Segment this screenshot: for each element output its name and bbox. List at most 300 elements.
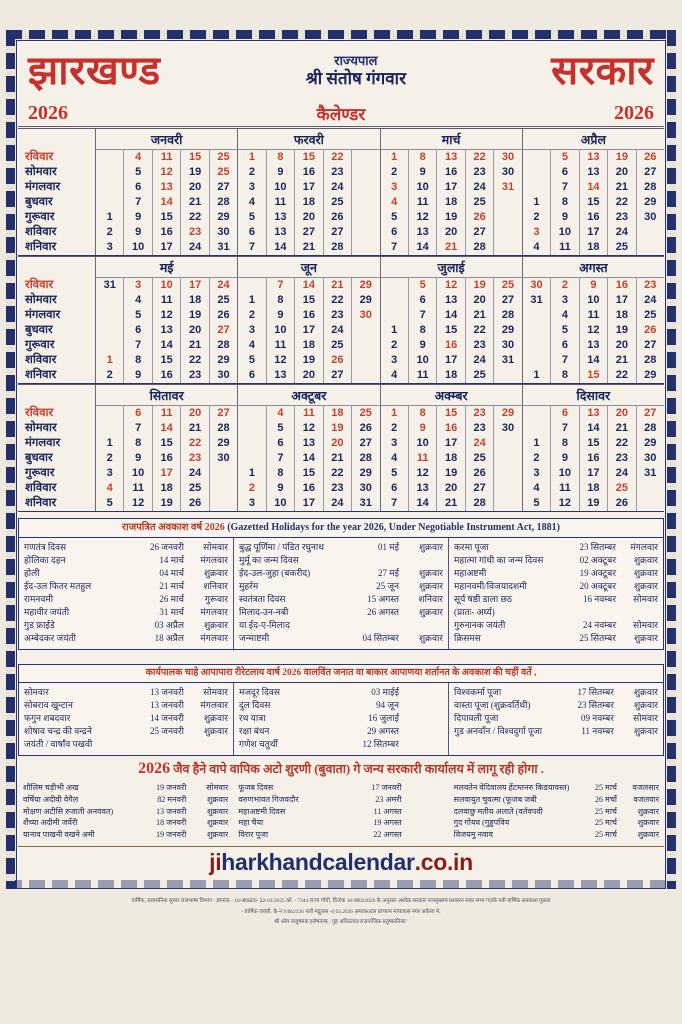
- date-cell[interactable]: 23: [188, 452, 202, 464]
- date-cell[interactable]: 6: [561, 407, 568, 419]
- date-cell[interactable]: 15: [160, 354, 173, 366]
- date-cell[interactable]: 30: [644, 211, 657, 223]
- date-cell[interactable]: 11: [303, 407, 315, 419]
- date-cell[interactable]: 23: [473, 407, 486, 419]
- date-cell[interactable]: 20: [331, 437, 344, 449]
- date-cell[interactable]: 9: [590, 279, 597, 291]
- date-cell[interactable]: 13: [587, 151, 600, 163]
- date-cell[interactable]: 18: [587, 482, 600, 494]
- date-cell[interactable]: 6: [135, 407, 142, 419]
- date-cell[interactable]: 29: [644, 369, 657, 381]
- date-cell[interactable]: 9: [135, 452, 142, 464]
- date-cell[interactable]: 25: [331, 339, 344, 351]
- date-cell[interactable]: 1: [248, 467, 256, 479]
- date-cell[interactable]: 5: [248, 211, 256, 223]
- date-cell[interactable]: 16: [445, 422, 458, 434]
- date-cell[interactable]: 18: [302, 196, 315, 208]
- date-cell[interactable]: 13: [587, 339, 600, 351]
- date-cell[interactable]: 18: [445, 369, 458, 381]
- date-cell[interactable]: 28: [644, 181, 657, 193]
- date-cell[interactable]: 18: [160, 482, 173, 494]
- date-cell[interactable]: 17: [188, 279, 202, 291]
- date-cell[interactable]: 5: [533, 497, 540, 509]
- date-cell[interactable]: 28: [501, 309, 515, 321]
- date-cell[interactable]: 21: [473, 309, 486, 321]
- date-cell[interactable]: 12: [132, 497, 145, 509]
- date-cell[interactable]: 12: [160, 166, 173, 178]
- date-cell[interactable]: 15: [302, 294, 315, 306]
- date-cell[interactable]: 4: [135, 294, 142, 306]
- date-cell[interactable]: 28: [473, 241, 486, 253]
- date-cell[interactable]: 14: [160, 196, 173, 208]
- date-cell[interactable]: 26: [217, 309, 230, 321]
- date-cell[interactable]: 22: [615, 369, 628, 381]
- date-cell[interactable]: 11: [132, 482, 144, 494]
- date-cell[interactable]: 6: [391, 226, 398, 238]
- date-cell[interactable]: 27: [644, 166, 657, 178]
- date-cell[interactable]: 31: [359, 497, 372, 509]
- date-cell[interactable]: 10: [274, 324, 287, 336]
- date-cell[interactable]: 15: [587, 196, 600, 208]
- date-cell[interactable]: 9: [561, 452, 568, 464]
- date-cell[interactable]: 28: [644, 354, 657, 366]
- date-cell[interactable]: 27: [644, 339, 657, 351]
- date-cell[interactable]: 17: [445, 437, 458, 449]
- date-cell[interactable]: 1: [391, 151, 398, 163]
- date-cell[interactable]: 15: [445, 407, 458, 419]
- date-cell[interactable]: 13: [160, 324, 173, 336]
- date-cell[interactable]: 7: [391, 497, 398, 509]
- date-cell[interactable]: 13: [587, 407, 600, 419]
- date-cell[interactable]: 14: [587, 354, 600, 366]
- date-cell[interactable]: 20: [188, 181, 202, 193]
- date-cell[interactable]: 13: [445, 151, 458, 163]
- date-cell[interactable]: 2: [561, 279, 568, 291]
- date-cell[interactable]: 27: [217, 181, 230, 193]
- date-cell[interactable]: 2: [533, 211, 540, 223]
- date-cell[interactable]: 6: [561, 339, 568, 351]
- date-cell[interactable]: 3: [106, 241, 113, 253]
- date-cell[interactable]: 27: [217, 407, 230, 419]
- date-cell[interactable]: 9: [277, 166, 284, 178]
- date-cell[interactable]: 26: [331, 211, 344, 223]
- date-cell[interactable]: 2: [248, 166, 256, 178]
- date-cell[interactable]: 30: [530, 279, 543, 291]
- date-cell[interactable]: 29: [644, 437, 657, 449]
- date-cell[interactable]: 17: [615, 294, 628, 306]
- date-cell[interactable]: 17: [302, 497, 315, 509]
- date-cell[interactable]: 15: [445, 324, 458, 336]
- date-cell[interactable]: 31: [530, 294, 543, 306]
- date-cell[interactable]: 22: [331, 467, 344, 479]
- date-cell[interactable]: 27: [302, 226, 315, 238]
- date-cell[interactable]: 14: [302, 279, 315, 291]
- date-cell[interactable]: 20: [615, 166, 628, 178]
- date-cell[interactable]: 7: [391, 241, 398, 253]
- date-cell[interactable]: 30: [501, 339, 515, 351]
- date-cell[interactable]: 21: [188, 339, 202, 351]
- date-cell[interactable]: 19: [445, 467, 458, 479]
- date-cell[interactable]: 4: [391, 452, 398, 464]
- date-cell[interactable]: 11: [160, 407, 173, 419]
- date-cell[interactable]: 8: [277, 467, 284, 479]
- date-cell[interactable]: 4: [561, 309, 568, 321]
- date-cell[interactable]: 23: [473, 339, 486, 351]
- date-cell[interactable]: 29: [359, 279, 372, 291]
- date-cell[interactable]: 24: [331, 324, 344, 336]
- date-cell[interactable]: 2: [391, 422, 398, 434]
- date-cell[interactable]: 15: [302, 467, 315, 479]
- date-cell[interactable]: 20: [302, 369, 315, 381]
- date-cell[interactable]: 21: [188, 196, 202, 208]
- date-cell[interactable]: 23: [331, 166, 344, 178]
- date-cell[interactable]: 11: [416, 196, 429, 208]
- date-cell[interactable]: 16: [445, 339, 458, 351]
- date-cell[interactable]: 22: [188, 354, 202, 366]
- date-cell[interactable]: 14: [416, 497, 429, 509]
- date-cell[interactable]: 28: [217, 339, 230, 351]
- date-cell[interactable]: 28: [473, 497, 486, 509]
- date-cell[interactable]: 28: [331, 241, 344, 253]
- date-cell[interactable]: 7: [135, 339, 142, 351]
- date-cell[interactable]: 25: [473, 196, 486, 208]
- date-cell[interactable]: 8: [561, 437, 568, 449]
- date-cell[interactable]: 27: [359, 437, 372, 449]
- date-cell[interactable]: 13: [274, 211, 287, 223]
- date-cell[interactable]: 24: [473, 354, 486, 366]
- date-cell[interactable]: 6: [248, 226, 256, 238]
- date-cell[interactable]: 22: [615, 196, 628, 208]
- date-cell[interactable]: 7: [248, 241, 256, 253]
- date-cell[interactable]: 3: [533, 226, 540, 238]
- date-cell[interactable]: 30: [217, 369, 230, 381]
- date-cell[interactable]: 27: [331, 226, 344, 238]
- date-cell[interactable]: 2: [248, 482, 256, 494]
- date-cell[interactable]: 9: [135, 211, 142, 223]
- date-cell[interactable]: 23: [615, 211, 628, 223]
- date-cell[interactable]: 29: [644, 196, 657, 208]
- date-cell[interactable]: 27: [501, 294, 515, 306]
- date-cell[interactable]: 13: [416, 482, 429, 494]
- date-cell[interactable]: 29: [217, 211, 230, 223]
- date-cell[interactable]: 5: [391, 211, 398, 223]
- date-cell[interactable]: 19: [615, 324, 628, 336]
- date-cell[interactable]: 17: [587, 467, 600, 479]
- date-cell[interactable]: 17: [160, 467, 173, 479]
- date-cell[interactable]: 21: [445, 497, 458, 509]
- date-cell[interactable]: 1: [533, 437, 540, 449]
- date-cell[interactable]: 28: [217, 422, 230, 434]
- date-cell[interactable]: 14: [302, 452, 315, 464]
- date-cell[interactable]: 12: [302, 422, 315, 434]
- date-cell[interactable]: 7: [277, 279, 284, 291]
- date-cell[interactable]: 22: [331, 294, 344, 306]
- date-cell[interactable]: 9: [419, 166, 426, 178]
- date-cell[interactable]: 5: [391, 467, 398, 479]
- date-cell[interactable]: 1: [106, 354, 113, 366]
- date-cell[interactable]: 23: [188, 369, 202, 381]
- date-cell[interactable]: 16: [302, 309, 315, 321]
- date-cell[interactable]: 13: [445, 294, 458, 306]
- date-cell[interactable]: 11: [559, 241, 571, 253]
- date-cell[interactable]: 6: [391, 482, 398, 494]
- date-cell[interactable]: 22: [615, 437, 628, 449]
- date-cell[interactable]: 20: [615, 407, 628, 419]
- date-cell[interactable]: 26: [331, 354, 344, 366]
- date-cell[interactable]: 25: [217, 151, 230, 163]
- date-cell[interactable]: 27: [217, 324, 230, 336]
- date-cell[interactable]: 19: [331, 422, 344, 434]
- date-cell[interactable]: 8: [561, 196, 568, 208]
- date-cell[interactable]: 1: [106, 211, 113, 223]
- date-cell[interactable]: 21: [445, 241, 458, 253]
- date-cell[interactable]: 26: [644, 324, 657, 336]
- date-cell[interactable]: 9: [277, 309, 284, 321]
- date-cell[interactable]: 21: [331, 279, 344, 291]
- date-cell[interactable]: 15: [302, 151, 315, 163]
- date-cell[interactable]: 17: [302, 181, 315, 193]
- date-cell[interactable]: 1: [106, 437, 113, 449]
- date-cell[interactable]: 26: [188, 497, 202, 509]
- date-cell[interactable]: 1: [248, 294, 256, 306]
- date-cell[interactable]: 15: [160, 437, 173, 449]
- date-cell[interactable]: 24: [188, 467, 202, 479]
- date-cell[interactable]: 14: [587, 181, 600, 193]
- date-cell[interactable]: 25: [615, 241, 628, 253]
- date-cell[interactable]: 16: [302, 166, 315, 178]
- date-cell[interactable]: 4: [277, 407, 284, 419]
- date-cell[interactable]: 29: [217, 354, 230, 366]
- date-cell[interactable]: 5: [561, 324, 568, 336]
- date-cell[interactable]: 7: [419, 309, 426, 321]
- date-cell[interactable]: 8: [135, 437, 142, 449]
- date-cell[interactable]: 13: [416, 226, 429, 238]
- date-cell[interactable]: 18: [587, 241, 600, 253]
- date-cell[interactable]: 13: [302, 437, 315, 449]
- date-cell[interactable]: 16: [445, 166, 458, 178]
- date-cell[interactable]: 28: [359, 452, 372, 464]
- date-cell[interactable]: 20: [615, 339, 628, 351]
- date-cell[interactable]: 1: [533, 196, 540, 208]
- date-cell[interactable]: 7: [277, 452, 284, 464]
- date-cell[interactable]: 2: [391, 339, 398, 351]
- date-cell[interactable]: 22: [188, 437, 202, 449]
- date-cell[interactable]: 7: [561, 422, 568, 434]
- date-cell[interactable]: 26: [473, 467, 486, 479]
- date-cell[interactable]: 2: [533, 452, 540, 464]
- date-cell[interactable]: 21: [615, 422, 628, 434]
- date-cell[interactable]: 6: [419, 294, 426, 306]
- date-cell[interactable]: 14: [416, 241, 429, 253]
- date-cell[interactable]: 29: [501, 324, 515, 336]
- date-cell[interactable]: 7: [135, 196, 142, 208]
- date-cell[interactable]: 4: [248, 339, 256, 351]
- date-cell[interactable]: 26: [644, 151, 657, 163]
- date-cell[interactable]: 9: [135, 369, 142, 381]
- date-cell[interactable]: 10: [132, 241, 145, 253]
- date-cell[interactable]: 25: [501, 279, 515, 291]
- date-cell[interactable]: 19: [615, 151, 628, 163]
- date-cell[interactable]: 6: [277, 437, 284, 449]
- date-cell[interactable]: 10: [132, 467, 145, 479]
- date-cell[interactable]: 21: [615, 181, 628, 193]
- date-cell[interactable]: 5: [248, 354, 256, 366]
- date-cell[interactable]: 10: [416, 354, 429, 366]
- date-cell[interactable]: 7: [561, 181, 568, 193]
- date-cell[interactable]: 26: [615, 497, 628, 509]
- date-cell[interactable]: 1: [248, 151, 256, 163]
- date-cell[interactable]: 6: [561, 166, 568, 178]
- date-cell[interactable]: 3: [106, 467, 113, 479]
- date-cell[interactable]: 5: [561, 151, 568, 163]
- date-cell[interactable]: 30: [501, 422, 515, 434]
- date-cell[interactable]: 31: [217, 241, 230, 253]
- date-cell[interactable]: 30: [501, 166, 515, 178]
- date-cell[interactable]: 8: [277, 294, 284, 306]
- date-cell[interactable]: 15: [587, 369, 600, 381]
- date-cell[interactable]: 23: [615, 452, 628, 464]
- date-cell[interactable]: 25: [644, 309, 657, 321]
- date-cell[interactable]: 23: [473, 422, 486, 434]
- website-strip[interactable]: [18, 846, 664, 878]
- date-cell[interactable]: 25: [188, 482, 202, 494]
- date-cell[interactable]: 18: [188, 294, 202, 306]
- date-cell[interactable]: 9: [419, 422, 426, 434]
- date-cell[interactable]: 8: [561, 369, 568, 381]
- date-cell[interactable]: 5: [419, 279, 426, 291]
- date-cell[interactable]: 30: [217, 226, 230, 238]
- date-cell[interactable]: 4: [391, 196, 398, 208]
- date-cell[interactable]: 5: [106, 497, 113, 509]
- date-cell[interactable]: 20: [473, 294, 486, 306]
- date-cell[interactable]: 29: [359, 467, 372, 479]
- date-cell[interactable]: 26: [473, 211, 486, 223]
- date-cell[interactable]: 15: [587, 437, 600, 449]
- date-cell[interactable]: 3: [248, 497, 256, 509]
- date-cell[interactable]: 24: [473, 181, 486, 193]
- date-cell[interactable]: 9: [561, 211, 568, 223]
- date-cell[interactable]: 15: [160, 211, 173, 223]
- date-cell[interactable]: 12: [416, 211, 429, 223]
- date-cell[interactable]: 25: [473, 369, 486, 381]
- date-cell[interactable]: 19: [188, 166, 202, 178]
- date-cell[interactable]: 23: [188, 226, 202, 238]
- date-cell[interactable]: 24: [644, 294, 657, 306]
- date-cell[interactable]: 4: [135, 151, 142, 163]
- date-cell[interactable]: 12: [587, 324, 600, 336]
- date-cell[interactable]: 24: [473, 437, 486, 449]
- date-cell[interactable]: 14: [160, 422, 173, 434]
- date-cell[interactable]: 1: [391, 407, 398, 419]
- date-cell[interactable]: 12: [160, 309, 173, 321]
- date-cell[interactable]: 11: [587, 309, 600, 321]
- date-cell[interactable]: 12: [445, 279, 458, 291]
- date-cell[interactable]: 4: [391, 369, 398, 381]
- date-cell[interactable]: 16: [587, 211, 600, 223]
- date-cell[interactable]: 17: [302, 324, 315, 336]
- date-cell[interactable]: 12: [558, 497, 572, 509]
- date-cell[interactable]: 16: [160, 369, 173, 381]
- date-cell[interactable]: 11: [559, 482, 571, 494]
- date-cell[interactable]: 2: [106, 226, 113, 238]
- date-cell[interactable]: 10: [274, 497, 287, 509]
- date-cell[interactable]: 10: [274, 181, 287, 193]
- date-cell[interactable]: 27: [331, 369, 344, 381]
- date-cell[interactable]: 3: [248, 181, 256, 193]
- date-cell[interactable]: 31: [501, 354, 515, 366]
- date-cell[interactable]: 3: [391, 437, 398, 449]
- date-cell[interactable]: 10: [587, 294, 600, 306]
- date-cell[interactable]: 22: [331, 151, 344, 163]
- date-cell[interactable]: 16: [615, 279, 628, 291]
- date-cell[interactable]: 27: [644, 407, 657, 419]
- date-cell[interactable]: 31: [501, 181, 515, 193]
- date-cell[interactable]: 25: [473, 452, 486, 464]
- date-cell[interactable]: 14: [445, 309, 458, 321]
- date-cell[interactable]: 19: [473, 279, 486, 291]
- date-cell[interactable]: 11: [416, 452, 429, 464]
- date-cell[interactable]: 20: [188, 324, 202, 336]
- date-cell[interactable]: 4: [533, 482, 540, 494]
- date-cell[interactable]: 25: [359, 407, 372, 419]
- date-cell[interactable]: 3: [561, 294, 568, 306]
- date-cell[interactable]: 2: [106, 452, 113, 464]
- date-cell[interactable]: 21: [302, 241, 315, 253]
- date-cell[interactable]: 14: [274, 241, 287, 253]
- date-cell[interactable]: 30: [501, 151, 515, 163]
- date-cell[interactable]: 15: [188, 151, 202, 163]
- date-cell[interactable]: 23: [331, 482, 344, 494]
- date-cell[interactable]: 21: [615, 354, 628, 366]
- date-cell[interactable]: 20: [445, 226, 458, 238]
- date-cell[interactable]: 22: [473, 151, 486, 163]
- date-cell[interactable]: 17: [160, 241, 173, 253]
- date-cell[interactable]: 24: [615, 467, 628, 479]
- date-cell[interactable]: 20: [302, 211, 315, 223]
- date-cell[interactable]: 31: [103, 279, 116, 291]
- date-cell[interactable]: 5: [135, 166, 142, 178]
- date-cell[interactable]: 18: [445, 452, 458, 464]
- date-cell[interactable]: 3: [533, 467, 540, 479]
- date-cell[interactable]: 29: [501, 407, 515, 419]
- date-cell[interactable]: 8: [419, 151, 426, 163]
- date-cell[interactable]: 3: [135, 279, 142, 291]
- date-cell[interactable]: 11: [416, 369, 429, 381]
- date-cell[interactable]: 6: [135, 324, 142, 336]
- date-cell[interactable]: 16: [160, 452, 173, 464]
- date-cell[interactable]: 17: [445, 354, 458, 366]
- date-cell[interactable]: 18: [615, 309, 628, 321]
- date-cell[interactable]: 20: [445, 482, 458, 494]
- date-cell[interactable]: 22: [473, 324, 486, 336]
- date-cell[interactable]: 17: [587, 226, 600, 238]
- date-cell[interactable]: 31: [644, 467, 657, 479]
- date-cell[interactable]: 11: [274, 196, 287, 208]
- date-cell[interactable]: 5: [135, 309, 142, 321]
- date-cell[interactable]: 19: [188, 309, 202, 321]
- date-cell[interactable]: 4: [533, 241, 540, 253]
- date-cell[interactable]: 19: [302, 354, 315, 366]
- date-cell[interactable]: 30: [217, 452, 230, 464]
- date-cell[interactable]: 18: [331, 407, 344, 419]
- date-cell[interactable]: 13: [274, 226, 287, 238]
- date-cell[interactable]: 16: [160, 226, 173, 238]
- date-cell[interactable]: 29: [359, 294, 372, 306]
- date-cell[interactable]: 8: [135, 354, 142, 366]
- date-cell[interactable]: 27: [473, 226, 486, 238]
- date-cell[interactable]: 27: [473, 482, 486, 494]
- date-cell[interactable]: 6: [135, 181, 142, 193]
